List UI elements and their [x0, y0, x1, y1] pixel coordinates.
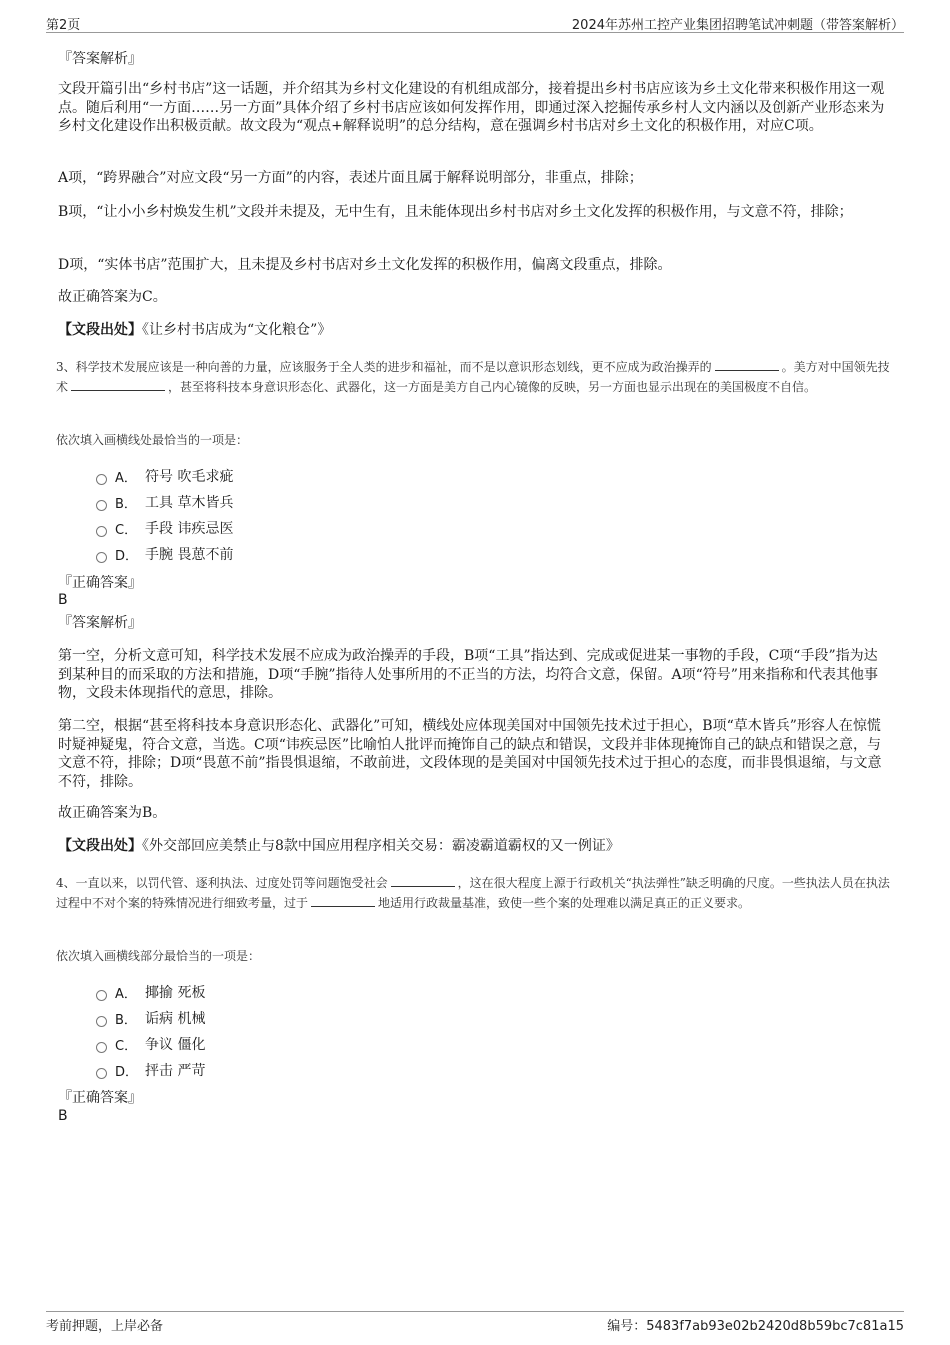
- question-text-part: ，甚至将科技本身意识形态化、武器化，这一方面是美方自己内心镜像的反映，另一方面也显示出现在的美国极度不自信。: [168, 380, 817, 394]
- option-a[interactable]: [96, 466, 233, 486]
- option-letter: C．: [115, 1038, 138, 1054]
- option-letter: B．: [115, 496, 137, 512]
- question-instruction: 依次填入画横线部分最恰当的一项是：: [56, 949, 261, 963]
- correct-answer: B: [58, 592, 68, 608]
- radio-icon[interactable]: [96, 526, 107, 537]
- fill-blank: [391, 876, 455, 887]
- analysis-option-a: A项，“跨界融合”对应文段“另一方面”的内容，表述片面且属于解释说明部分，非重点，排除；: [58, 170, 643, 186]
- conclusion: 故正确答案为B。: [58, 805, 167, 821]
- question-text-part: 地适用行政裁量基准，致使一些个案的处理难以满足真正的正义要求。: [378, 896, 751, 910]
- option-letter: D．: [115, 1064, 139, 1080]
- analysis-label: 『答案解析』: [58, 51, 142, 67]
- page-footer: [46, 1311, 904, 1334]
- option-text: 抨击 严苛: [145, 1063, 206, 1079]
- analysis-paragraph: 文段开篇引出“乡村书店”这一话题，并介绍其为乡村文化建设的有机组成部分，接着提出乡村书店应该为乡土文化带来积极作用这一观点。随后利用“一方面……另一方面”具体介绍了乡村书店应该如何发挥作用，即通过深入挖掘传承乡村人文内涵以及创新产业形态来为乡村文化建设作出积极贡献。故文段为“观点+解释说明”的总分结构，意在强调乡村书店对乡土文化的积极作用，对应C项。: [58, 81, 885, 134]
- question-text-part: 3、科学技术发展应该是一种向善的力量，应该服务于全人类的进步和福祉，而不是以意识形态划线，更不应成为政治操弄的: [56, 360, 712, 374]
- option-text: 符号 吹毛求疵: [145, 469, 234, 485]
- question-instruction: 依次填入画横线处最恰当的一项是：: [56, 433, 249, 447]
- source-title: 《外交部回应美禁止与8款中国应用程序相关交易：霸凌霸道霸权的又一例证》: [142, 838, 620, 854]
- option-b[interactable]: [96, 1008, 205, 1028]
- question-text-part: 。美方对中国领先技术: [56, 360, 890, 394]
- radio-icon[interactable]: [96, 1068, 107, 1079]
- option-c[interactable]: [96, 1034, 205, 1054]
- document-id: 编号：5483f7ab93e02b2420d8b59bc7c81a15: [607, 1319, 904, 1334]
- option-text: 手腕 畏葸不前: [145, 547, 234, 563]
- option-d[interactable]: [96, 1060, 205, 1080]
- question-text-part: 4、一直以来，以罚代管、逐利执法、过度处罚等问题饱受社会: [56, 876, 388, 890]
- option-letter: D．: [115, 548, 139, 564]
- analysis-option-d: D项，“实体书店”范围扩大，且未提及乡村书店对乡土文化发挥的积极作用，偏离文段重点，排除。: [58, 257, 672, 273]
- source-tag: 【文段出处】: [58, 838, 142, 854]
- radio-icon[interactable]: [96, 474, 107, 485]
- radio-icon[interactable]: [96, 552, 107, 563]
- source-line: [58, 837, 890, 856]
- option-text: 揶揄 死板: [145, 985, 206, 1001]
- footer-slogan: 考前押题，上岸必备: [46, 1319, 164, 1334]
- fill-blank: [71, 380, 165, 391]
- option-letter: A．: [115, 470, 137, 486]
- option-letter: C．: [115, 522, 138, 538]
- page-header: [46, 10, 904, 33]
- option-text: 工具 草木皆兵: [145, 495, 234, 511]
- radio-icon[interactable]: [96, 1016, 107, 1027]
- conclusion: 故正确答案为C。: [58, 289, 167, 305]
- analysis-paragraph-2: 第二空，根据“甚至将科技本身意识形态化、武器化”可知，横线处应体现美国对中国领先技术过于担心，B项“草木皆兵”形容人在惊慌时疑神疑鬼，符合文意，当选。C项“讳疾忌医”比喻怕人批评而掩饰自己的缺点和错误，文段并非体现掩饰自己的缺点和错误之意，与文意不符，排除；D项“畏葸不前”指畏惧退缩，不敢前进，文段体现的是美国对中国领先技术过于担心的态度，而非畏惧退缩，与文意不符，排除。: [58, 718, 882, 790]
- page-number: 第2页: [46, 18, 81, 33]
- question-3-text: [56, 357, 896, 397]
- option-text: 争议 僵化: [145, 1037, 206, 1053]
- correct-answer-label: 『正确答案』: [58, 575, 142, 591]
- analysis-label: 『答案解析』: [58, 615, 142, 631]
- radio-icon[interactable]: [96, 990, 107, 1001]
- correct-answer-label: 『正确答案』: [58, 1090, 142, 1106]
- option-c[interactable]: [96, 518, 233, 538]
- correct-answer: B: [58, 1108, 68, 1124]
- option-a[interactable]: [96, 982, 205, 1002]
- option-letter: A．: [115, 986, 137, 1002]
- option-b[interactable]: [96, 492, 233, 512]
- fill-blank: [715, 360, 779, 371]
- radio-icon[interactable]: [96, 500, 107, 511]
- analysis-option-b: B项，“让小小乡村焕发生机”文段并未提及，无中生有，且未能体现出乡村书店对乡土文化发挥的积极作用，与文意不符，排除；: [58, 204, 853, 220]
- option-letter: B．: [115, 1012, 137, 1028]
- option-d[interactable]: [96, 544, 233, 564]
- fill-blank: [311, 896, 375, 907]
- source-line: [58, 321, 890, 340]
- document-title: 2024年苏州工控产业集团招聘笔试冲刺题（带答案解析）: [571, 18, 904, 33]
- analysis-paragraph-1: 第一空，分析文意可知，科学技术发展不应成为政治操弄的手段，B项“工具”指达到、完成或促进某一事物的手段，C项“手段”指为达到某种目的而采取的方法和措施，D项“手腕”指待人处事所用的不正当的方法，均符合文意，保留。A项“符号”用来指称和代表其他事物，文段未体现指代的意思，排除。: [58, 648, 878, 701]
- source-tag: 【文段出处】: [58, 322, 142, 338]
- question-4-text: [56, 873, 896, 913]
- radio-icon[interactable]: [96, 1042, 107, 1053]
- option-text: 手段 讳疾忌医: [145, 521, 234, 537]
- source-title: 《让乡村书店成为“文化粮仓”》: [142, 322, 332, 338]
- option-text: 诟病 机械: [145, 1011, 206, 1027]
- question-text-part: ，这在很大程度上源于行政机关“执法弹性”缺乏明确的尺度。一些执法人员在执法过程中不对个案的特殊情况进行细致考量，过于: [56, 876, 890, 910]
